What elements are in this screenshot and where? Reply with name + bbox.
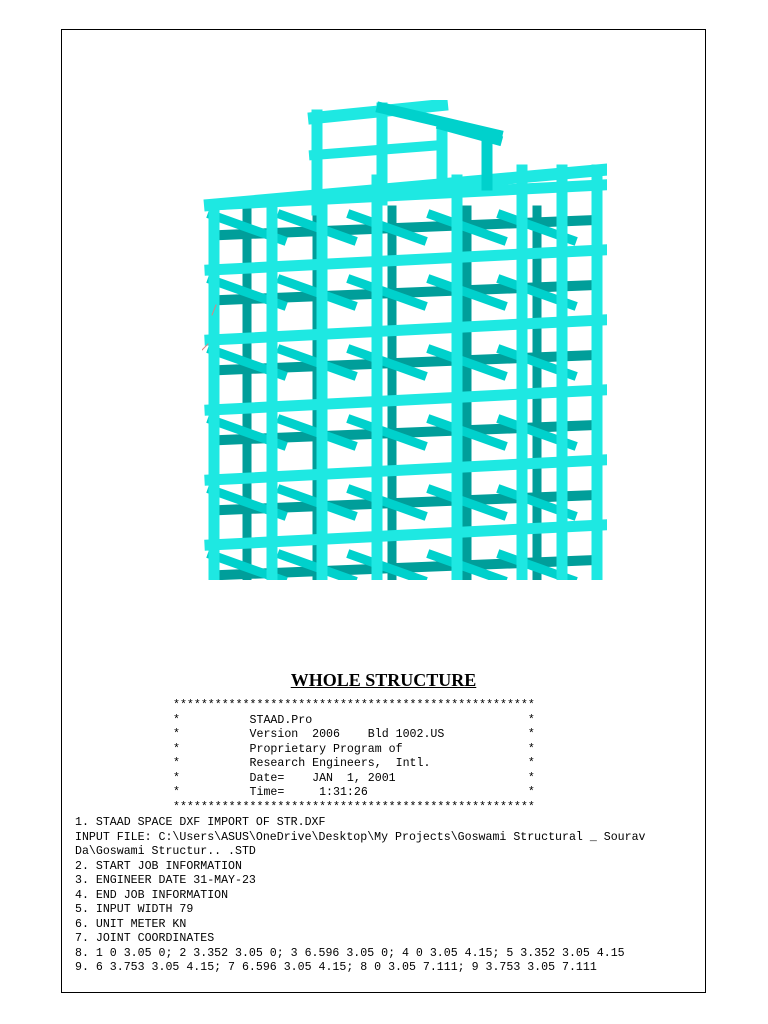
document-page: [61, 29, 706, 993]
banner-line: * Proprietary Program of *: [173, 742, 535, 756]
banner-line: * Time= 1:31:26 *: [173, 786, 535, 799]
listing-line: Da\Goswami Structur.. .STD: [75, 845, 256, 858]
listing-line: 6. UNIT METER KN: [75, 917, 187, 931]
listing-line: 1. STAAD SPACE DXF IMPORT OF STR.DXF: [75, 816, 326, 829]
listing-line: 2. START JOB INFORMATION: [75, 859, 242, 873]
banner-line: * Research Engineers, Intl. *: [173, 757, 535, 770]
listing-line: 3. ENGINEER DATE 31-MAY-23: [75, 874, 256, 887]
listing-line: 7. JOINT COORDINATES: [75, 932, 215, 945]
structure-3d-image: [202, 100, 607, 580]
listing-line: 9. 6 3.753 3.05 4.15; 7 6.596 3.05 4.15; 8 0 3.05 7.111; 9 3.753 3.05 7.111: [75, 961, 597, 974]
listing-line: 5. INPUT WIDTH 79: [75, 903, 194, 916]
figure-caption: WHOLE STRUCTURE: [290, 670, 477, 690]
banner-line: * Version 2006 Bld 1002.US *: [173, 728, 535, 741]
input-listing: [75, 816, 700, 976]
banner-line: ****************************************************: [173, 699, 535, 712]
listing-line: 4. END JOB INFORMATION: [75, 888, 229, 902]
staad-banner: [173, 699, 535, 815]
banner-line: ****************************************************: [173, 800, 535, 814]
listing-line: 8. 1 0 3.05 0; 2 3.352 3.05 0; 3 6.596 3.05 0; 4 0 3.05 4.15; 5 3.352 3.05 4.15: [75, 946, 625, 960]
banner-line: * Date= JAN 1, 2001 *: [173, 771, 535, 785]
banner-line: * STAAD.Pro *: [173, 713, 535, 727]
frame-member: [314, 145, 442, 155]
listing-line: INPUT FILE: C:\Users\ASUS\OneDrive\Desktop\My Projects\Goswami Structural _ Sourav: [75, 830, 646, 844]
